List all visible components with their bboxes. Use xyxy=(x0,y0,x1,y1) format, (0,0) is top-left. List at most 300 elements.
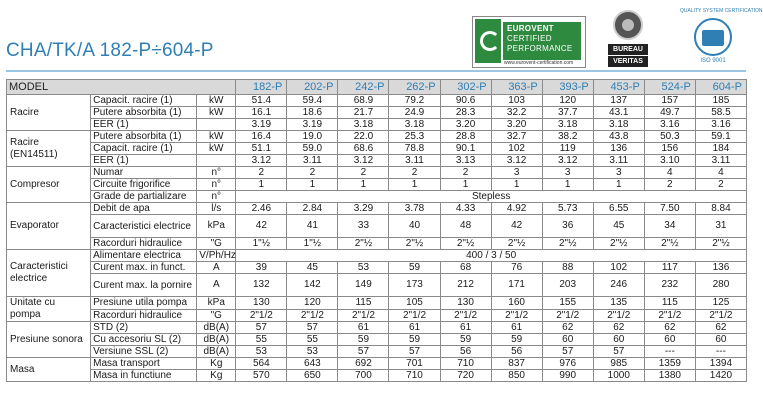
model-column-header: 242-P xyxy=(338,80,389,95)
merged-value-cell: 400 / 3 / 50 xyxy=(236,250,747,262)
value-cell: 24.9 xyxy=(389,107,440,119)
table-row xyxy=(7,167,747,179)
value-cell: 68.6 xyxy=(338,143,389,155)
value-cell: 117 xyxy=(644,262,695,274)
parameter-label: Circuite frigorifice xyxy=(91,179,197,191)
parameter-label: Curent max. in funct. xyxy=(91,262,197,274)
table-row xyxy=(7,179,747,191)
value-cell: 2 xyxy=(389,167,440,179)
value-cell: 119 xyxy=(542,143,593,155)
parameter-label: Grade de partializare xyxy=(91,191,197,203)
value-cell: 105 xyxy=(389,297,440,310)
value-cell: 2"½ xyxy=(440,238,491,250)
value-cell: 3.29 xyxy=(338,203,389,215)
value-cell: 62 xyxy=(542,322,593,334)
unit-cell: A xyxy=(197,274,236,297)
parameter-label: EER (1) xyxy=(91,155,197,167)
value-cell: 3.78 xyxy=(389,203,440,215)
parameter-label: Masa in functiune xyxy=(91,370,197,382)
model-column-header: 604-P xyxy=(695,80,746,95)
value-cell: 130 xyxy=(236,297,287,310)
value-cell: 2 xyxy=(236,167,287,179)
value-cell: 3.20 xyxy=(491,119,542,131)
value-cell: 3.10 xyxy=(644,155,695,167)
value-cell: 1380 xyxy=(644,370,695,382)
value-cell: 18.6 xyxy=(287,107,338,119)
value-cell: 570 xyxy=(236,370,287,382)
value-cell: 57 xyxy=(542,346,593,358)
value-cell: 2"½ xyxy=(542,238,593,250)
unit-cell: dB(A) xyxy=(197,346,236,358)
parameter-label: Numar xyxy=(91,167,197,179)
value-cell: 2"1/2 xyxy=(440,309,491,322)
table-row xyxy=(7,238,747,250)
specifications-table xyxy=(6,79,747,382)
group-label: Evaporator xyxy=(7,203,91,250)
value-cell: 3.20 xyxy=(440,119,491,131)
value-cell: 3.11 xyxy=(389,155,440,167)
model-column-header: 524-P xyxy=(644,80,695,95)
value-cell: 32.2 xyxy=(491,107,542,119)
parameter-label: Cu accesoriu SL (2) xyxy=(91,334,197,346)
group-label: Masa xyxy=(7,358,91,382)
parameter-label: Versiune SSL (2) xyxy=(91,346,197,358)
value-cell: 7.50 xyxy=(644,203,695,215)
value-cell: 16.4 xyxy=(236,131,287,143)
merged-value-cell: Stepless xyxy=(236,191,747,203)
unit-cell xyxy=(197,155,236,167)
value-cell: 40 xyxy=(389,215,440,238)
value-cell: 171 xyxy=(491,274,542,297)
value-cell: 53 xyxy=(338,262,389,274)
group-label: Presiune sonora xyxy=(7,322,91,358)
table-row xyxy=(7,334,747,346)
value-cell: 2"½ xyxy=(644,238,695,250)
document-header xyxy=(0,0,763,78)
value-cell: 2"1/2 xyxy=(593,309,644,322)
unit-cell: V/Ph/Hz xyxy=(197,250,236,262)
value-cell: 57 xyxy=(287,322,338,334)
value-cell: 33 xyxy=(338,215,389,238)
unit-cell: Kg xyxy=(197,370,236,382)
value-cell: 650 xyxy=(287,370,338,382)
value-cell: 37.7 xyxy=(542,107,593,119)
table-row xyxy=(7,155,747,167)
group-label: Caracteristici electrice xyxy=(7,250,91,297)
value-cell: 232 xyxy=(644,274,695,297)
value-cell: 212 xyxy=(440,274,491,297)
value-cell: 41 xyxy=(287,215,338,238)
value-cell: 76 xyxy=(491,262,542,274)
value-cell: 55 xyxy=(236,334,287,346)
unit-cell xyxy=(197,119,236,131)
value-cell: 132 xyxy=(236,274,287,297)
value-cell: 68 xyxy=(440,262,491,274)
value-cell: 42 xyxy=(236,215,287,238)
value-cell: 28.8 xyxy=(440,131,491,143)
parameter-label: EER (1) xyxy=(91,119,197,131)
table-row xyxy=(7,95,747,107)
unit-cell: A xyxy=(197,262,236,274)
value-cell: 57 xyxy=(389,346,440,358)
value-cell: --- xyxy=(644,346,695,358)
value-cell: 2"1/2 xyxy=(287,309,338,322)
value-cell: 51.1 xyxy=(236,143,287,155)
value-cell: 2"1/2 xyxy=(695,309,746,322)
value-cell: 1"½ xyxy=(236,238,287,250)
value-cell: --- xyxy=(695,346,746,358)
value-cell: 68.9 xyxy=(338,95,389,107)
value-cell: 1359 xyxy=(644,358,695,370)
value-cell: 8.84 xyxy=(695,203,746,215)
value-cell: 3.19 xyxy=(287,119,338,131)
iso-label: ISO 9001 xyxy=(700,58,726,64)
unit-cell: dB(A) xyxy=(197,322,236,334)
table-row xyxy=(7,358,747,370)
unit-cell: l/s xyxy=(197,203,236,215)
value-cell: 59 xyxy=(389,262,440,274)
value-cell: 2 xyxy=(338,167,389,179)
value-cell: 2"1/2 xyxy=(236,309,287,322)
value-cell: 45 xyxy=(593,215,644,238)
model-header-label: MODEL xyxy=(7,80,236,95)
value-cell: 136 xyxy=(593,143,644,155)
value-cell: 62 xyxy=(593,322,644,334)
parameter-label: Putere absorbita (1) xyxy=(91,107,197,119)
value-cell: 125 xyxy=(695,297,746,310)
value-cell: 1000 xyxy=(593,370,644,382)
value-cell: 59 xyxy=(440,334,491,346)
value-cell: 59 xyxy=(389,334,440,346)
value-cell: 2"½ xyxy=(389,238,440,250)
unit-cell: "G xyxy=(197,309,236,322)
table-row xyxy=(7,119,747,131)
value-cell: 3.18 xyxy=(542,119,593,131)
table-row xyxy=(7,143,747,155)
unit-cell: dB(A) xyxy=(197,334,236,346)
eurovent-url: www.eurovent-certification.com xyxy=(504,60,574,66)
value-cell: 21.7 xyxy=(338,107,389,119)
parameter-label: Masa transport xyxy=(91,358,197,370)
table-row xyxy=(7,107,747,119)
unit-cell: kPa xyxy=(197,215,236,238)
value-cell: 50.3 xyxy=(644,131,695,143)
value-cell: 3 xyxy=(491,167,542,179)
quality-certification-logo xyxy=(680,8,763,72)
value-cell: 57 xyxy=(236,322,287,334)
value-cell: 3.11 xyxy=(593,155,644,167)
value-cell: 203 xyxy=(542,274,593,297)
table-row xyxy=(7,215,747,238)
value-cell: 564 xyxy=(236,358,287,370)
table-row xyxy=(7,191,747,203)
group-label: Racire (EN14511) xyxy=(7,131,91,167)
value-cell: 53 xyxy=(236,346,287,358)
value-cell: 59.0 xyxy=(287,143,338,155)
bureau-veritas-line1: BUREAU xyxy=(608,44,648,55)
value-cell: 850 xyxy=(491,370,542,382)
value-cell: 184 xyxy=(695,143,746,155)
value-cell: 160 xyxy=(491,297,542,310)
value-cell: 3.16 xyxy=(644,119,695,131)
value-cell: 3.12 xyxy=(236,155,287,167)
model-column-header: 302-P xyxy=(440,80,491,95)
value-cell: 42 xyxy=(491,215,542,238)
value-cell: 1 xyxy=(440,179,491,191)
value-cell: 57 xyxy=(338,346,389,358)
value-cell: 142 xyxy=(287,274,338,297)
value-cell: 3.11 xyxy=(695,155,746,167)
group-label: Unitate cu pompa xyxy=(7,297,91,322)
value-cell: 3 xyxy=(542,167,593,179)
table-row xyxy=(7,250,747,262)
value-cell: 38.2 xyxy=(542,131,593,143)
unit-cell: n° xyxy=(197,167,236,179)
value-cell: 90.6 xyxy=(440,95,491,107)
value-cell: 1 xyxy=(491,179,542,191)
value-cell: 59 xyxy=(491,334,542,346)
value-cell: 2.84 xyxy=(287,203,338,215)
value-cell: 3.16 xyxy=(695,119,746,131)
value-cell: 149 xyxy=(338,274,389,297)
value-cell: 43.8 xyxy=(593,131,644,143)
eurovent-line3: PERFORMANCE xyxy=(507,44,573,53)
value-cell: 3.18 xyxy=(593,119,644,131)
value-cell: 130 xyxy=(440,297,491,310)
eurovent-certified-logo xyxy=(472,16,586,68)
value-cell: 34 xyxy=(644,215,695,238)
value-cell: 135 xyxy=(593,297,644,310)
value-cell: 1420 xyxy=(695,370,746,382)
value-cell: 4.33 xyxy=(440,203,491,215)
unit-cell: Kg xyxy=(197,358,236,370)
value-cell: 120 xyxy=(287,297,338,310)
value-cell: 43.1 xyxy=(593,107,644,119)
model-column-header: 182-P xyxy=(236,80,287,95)
value-cell: 45 xyxy=(287,262,338,274)
table-row xyxy=(7,297,747,310)
value-cell: 700 xyxy=(338,370,389,382)
unit-cell: n° xyxy=(197,179,236,191)
value-cell: 643 xyxy=(287,358,338,370)
value-cell: 49.7 xyxy=(644,107,695,119)
value-cell: 31 xyxy=(695,215,746,238)
value-cell: 60 xyxy=(695,334,746,346)
table-row xyxy=(7,274,747,297)
eurovent-text-band xyxy=(503,22,581,60)
value-cell: 2"1/2 xyxy=(542,309,593,322)
value-cell: 3.18 xyxy=(389,119,440,131)
value-cell: 3.12 xyxy=(491,155,542,167)
value-cell: 62 xyxy=(644,322,695,334)
table-row xyxy=(7,309,747,322)
value-cell: 88 xyxy=(542,262,593,274)
quality-badge-icon xyxy=(702,30,724,46)
parameter-label: Capacit. racire (1) xyxy=(91,95,197,107)
eurovent-line1: EUROVENT xyxy=(507,24,554,33)
value-cell: 48 xyxy=(440,215,491,238)
value-cell: 115 xyxy=(644,297,695,310)
value-cell: 137 xyxy=(593,95,644,107)
value-cell: 28.3 xyxy=(440,107,491,119)
value-cell: 60 xyxy=(542,334,593,346)
value-cell: 4 xyxy=(695,167,746,179)
unit-cell: kW xyxy=(197,143,236,155)
value-cell: 1 xyxy=(542,179,593,191)
value-cell: 3 xyxy=(593,167,644,179)
table-row xyxy=(7,131,747,143)
unit-cell: "G xyxy=(197,238,236,250)
value-cell: 3.13 xyxy=(440,155,491,167)
value-cell: 78.8 xyxy=(389,143,440,155)
value-cell: 710 xyxy=(440,358,491,370)
value-cell: 3.19 xyxy=(236,119,287,131)
value-cell: 60 xyxy=(593,334,644,346)
value-cell: 136 xyxy=(695,262,746,274)
value-cell: 4.92 xyxy=(491,203,542,215)
value-cell: 2 xyxy=(644,179,695,191)
value-cell: 55 xyxy=(287,334,338,346)
value-cell: 61 xyxy=(491,322,542,334)
value-cell: 157 xyxy=(644,95,695,107)
parameter-label: Curent max. la pornire xyxy=(91,274,197,297)
value-cell: 720 xyxy=(440,370,491,382)
value-cell: 692 xyxy=(338,358,389,370)
value-cell: 25.3 xyxy=(389,131,440,143)
value-cell: 56 xyxy=(440,346,491,358)
unit-cell: kPa xyxy=(197,297,236,310)
value-cell: 90.1 xyxy=(440,143,491,155)
value-cell: 22.0 xyxy=(338,131,389,143)
value-cell: 3.11 xyxy=(287,155,338,167)
model-column-header: 363-P xyxy=(491,80,542,95)
value-cell: 59.1 xyxy=(695,131,746,143)
value-cell: 5.73 xyxy=(542,203,593,215)
value-cell: 59.4 xyxy=(287,95,338,107)
value-cell: 61 xyxy=(338,322,389,334)
value-cell: 16.1 xyxy=(236,107,287,119)
eurovent-mark-icon xyxy=(475,19,501,63)
value-cell: 156 xyxy=(644,143,695,155)
value-cell: 6.55 xyxy=(593,203,644,215)
value-cell: 57 xyxy=(593,346,644,358)
value-cell: 102 xyxy=(491,143,542,155)
value-cell: 2"1/2 xyxy=(644,309,695,322)
model-column-header: 262-P xyxy=(389,80,440,95)
quality-certification-text: QUALITY SYSTEM CERTIFICATION xyxy=(680,8,763,14)
value-cell: 710 xyxy=(389,370,440,382)
value-cell: 185 xyxy=(695,95,746,107)
unit-cell: kW xyxy=(197,107,236,119)
parameter-label: Racorduri hidraulice xyxy=(91,238,197,250)
value-cell: 4 xyxy=(644,167,695,179)
value-cell: 60 xyxy=(644,334,695,346)
value-cell: 59 xyxy=(338,334,389,346)
value-cell: 280 xyxy=(695,274,746,297)
value-cell: 102 xyxy=(593,262,644,274)
value-cell: 19.0 xyxy=(287,131,338,143)
value-cell: 1394 xyxy=(695,358,746,370)
value-cell: 115 xyxy=(338,297,389,310)
parameter-label: Presiune utila pompa xyxy=(91,297,197,310)
parameter-label: Caracteristici electrice xyxy=(91,215,197,238)
bureau-veritas-seal-icon xyxy=(613,10,643,40)
value-cell: 61 xyxy=(389,322,440,334)
table-row xyxy=(7,262,747,274)
value-cell: 58.5 xyxy=(695,107,746,119)
group-label: Racire xyxy=(7,95,91,131)
value-cell: 2"1/2 xyxy=(491,309,542,322)
value-cell: 2 xyxy=(440,167,491,179)
model-column-header: 202-P xyxy=(287,80,338,95)
value-cell: 990 xyxy=(542,370,593,382)
value-cell: 1 xyxy=(287,179,338,191)
value-cell: 1 xyxy=(338,179,389,191)
table-row xyxy=(7,322,747,334)
value-cell: 51.4 xyxy=(236,95,287,107)
value-cell: 701 xyxy=(389,358,440,370)
bureau-veritas-line2: VERITAS xyxy=(608,56,648,67)
model-column-header: 393-P xyxy=(542,80,593,95)
unit-cell: kW xyxy=(197,131,236,143)
value-cell: 976 xyxy=(542,358,593,370)
value-cell: 2"1/2 xyxy=(338,309,389,322)
group-label: Compresor xyxy=(7,167,91,203)
value-cell: 2"½ xyxy=(593,238,644,250)
value-cell: 2 xyxy=(695,179,746,191)
parameter-label: Alimentare electrica xyxy=(91,250,197,262)
parameter-label: Racorduri hidraulice xyxy=(91,309,197,322)
value-cell: 32.7 xyxy=(491,131,542,143)
value-cell: 2"½ xyxy=(338,238,389,250)
parameter-label: STD (2) xyxy=(91,322,197,334)
bureau-veritas-logo xyxy=(604,10,652,72)
parameter-label: Debit de apa xyxy=(91,203,197,215)
value-cell: 53 xyxy=(287,346,338,358)
value-cell: 1 xyxy=(593,179,644,191)
unit-cell: n° xyxy=(197,191,236,203)
value-cell: 985 xyxy=(593,358,644,370)
table-header-row xyxy=(7,80,747,95)
value-cell: 62 xyxy=(695,322,746,334)
value-cell: 1 xyxy=(389,179,440,191)
value-cell: 120 xyxy=(542,95,593,107)
table-row xyxy=(7,203,747,215)
value-cell: 1"½ xyxy=(287,238,338,250)
value-cell: 1 xyxy=(236,179,287,191)
table-row xyxy=(7,370,747,382)
value-cell: 56 xyxy=(491,346,542,358)
value-cell: 2"½ xyxy=(695,238,746,250)
title-divider xyxy=(6,70,746,72)
value-cell: 103 xyxy=(491,95,542,107)
value-cell: 79.2 xyxy=(389,95,440,107)
value-cell: 36 xyxy=(542,215,593,238)
parameter-label: Putere absorbita (1) xyxy=(91,131,197,143)
value-cell: 837 xyxy=(491,358,542,370)
value-cell: 155 xyxy=(542,297,593,310)
table-row xyxy=(7,346,747,358)
parameter-label: Capacit. racire (1) xyxy=(91,143,197,155)
value-cell: 2.46 xyxy=(236,203,287,215)
value-cell: 2"½ xyxy=(491,238,542,250)
value-cell: 3.12 xyxy=(338,155,389,167)
value-cell: 2"1/2 xyxy=(389,309,440,322)
value-cell: 2 xyxy=(287,167,338,179)
table-body xyxy=(7,95,747,382)
unit-cell: kW xyxy=(197,95,236,107)
value-cell: 246 xyxy=(593,274,644,297)
